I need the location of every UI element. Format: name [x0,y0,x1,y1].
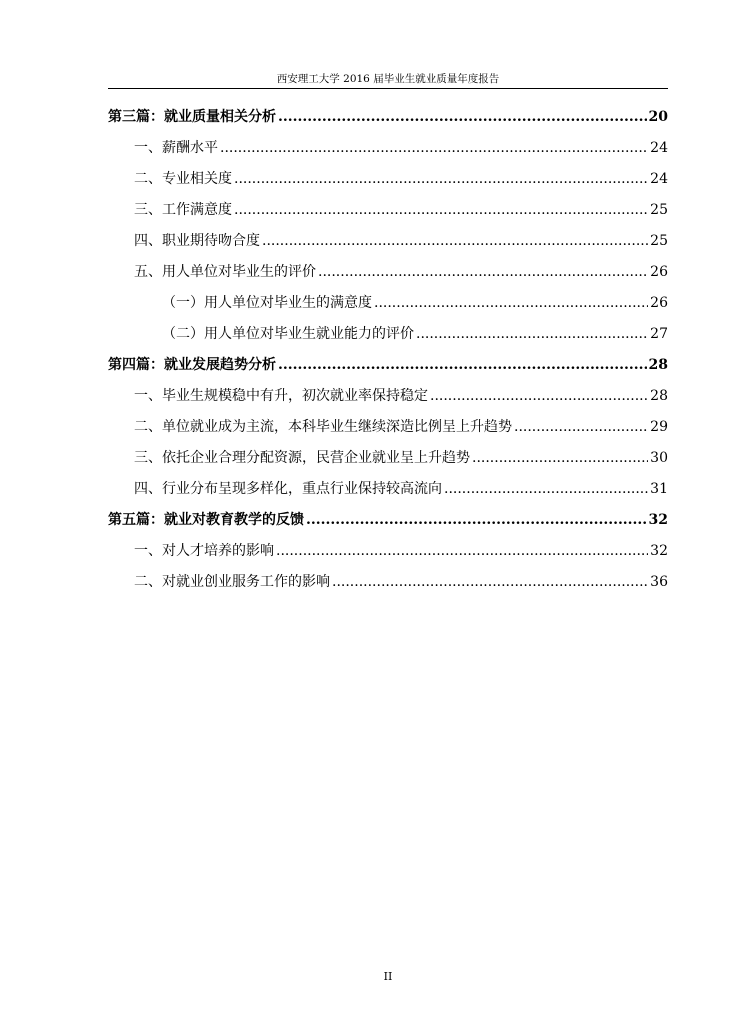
toc-leader-dots [262,226,648,257]
toc-entry-label: 二、对就业创业服务工作的影响 [134,574,330,590]
toc-entry-page: 25 [650,202,668,218]
toc-entry[interactable] [108,164,668,195]
toc-leader-dots [234,195,648,226]
toc-entry-page: 28 [648,357,668,373]
toc-entry-page: 24 [650,140,668,156]
toc-leader-dots [332,567,648,598]
toc-entry-label: 五、用人单位对毕业生的评价 [134,264,316,280]
toc-entry[interactable] [108,412,668,443]
toc-entry-label: 第三篇：就业质量相关分析 [108,109,276,125]
toc-leader-dots [220,133,648,164]
toc-entry-part-4[interactable] [108,350,668,381]
toc-entry-label: 一、薪酬水平 [134,140,218,156]
toc-entry[interactable] [108,226,668,257]
toc-entry[interactable] [108,257,668,288]
toc-entry-label: 二、单位就业成为主流，本科毕业生继续深造比例呈上升趋势 [134,419,512,435]
toc-entry[interactable] [108,288,668,319]
header-divider [108,88,668,89]
toc-entry-page: 20 [648,109,668,125]
toc-leader-dots [278,350,647,381]
table-of-contents [108,102,668,598]
toc-entry[interactable] [108,567,668,598]
toc-entry-label: 第四篇：就业发展趋势分析 [108,357,276,373]
toc-entry-label: （一）用人单位对毕业生的满意度 [162,295,372,311]
toc-leader-dots [472,443,648,474]
toc-entry-label: （二）用人单位对毕业生就业能力的评价 [162,326,414,342]
toc-leader-dots [374,288,648,319]
toc-entry-page: 32 [650,543,668,559]
toc-entry-page: 32 [648,512,668,528]
toc-entry-label: 二、专业相关度 [134,171,232,187]
toc-entry-label: 一、对人才培养的影响 [134,543,274,559]
toc-entry-label: 一、毕业生规模稳中有升，初次就业率保持稳定 [134,388,428,404]
toc-entry[interactable] [108,443,668,474]
toc-entry-label: 第五篇：就业对教育教学的反馈 [108,512,304,528]
toc-leader-dots [276,536,648,567]
page-header: 西安理工大学 2016 届毕业生就业质量年度报告 [276,73,500,85]
toc-entry[interactable] [108,133,668,164]
toc-leader-dots [318,257,648,288]
toc-entry-page: 28 [650,388,668,404]
toc-entry[interactable] [108,474,668,505]
toc-entry-part-5[interactable] [108,505,668,536]
toc-entry-page: 26 [650,295,668,311]
toc-entry-label: 四、职业期待吻合度 [134,233,260,249]
toc-entry-label: 三、工作满意度 [134,202,232,218]
toc-entry-page: 24 [650,171,668,187]
toc-entry-page: 26 [650,264,668,280]
toc-leader-dots [416,319,648,350]
page-number: II [383,970,393,983]
toc-entry-label: 三、依托企业合理分配资源，民营企业就业呈上升趋势 [134,450,470,466]
toc-entry-part-3[interactable] [108,102,668,133]
toc-entry[interactable] [108,195,668,226]
toc-leader-dots [278,102,647,133]
toc-entry[interactable] [108,381,668,412]
toc-entry-page: 25 [650,233,668,249]
toc-entry-page: 30 [650,450,668,466]
toc-leader-dots [514,412,648,443]
toc-entry-page: 27 [650,326,668,342]
toc-leader-dots [430,381,648,412]
toc-entry-page: 31 [650,481,668,497]
toc-entry-label: 四、行业分布呈现多样化，重点行业保持较高流向 [134,481,442,497]
toc-entry[interactable] [108,319,668,350]
toc-leader-dots [306,505,647,536]
toc-leader-dots [234,164,648,195]
toc-entry-page: 36 [650,574,668,590]
toc-entry-page: 29 [650,419,668,435]
toc-entry[interactable] [108,536,668,567]
toc-leader-dots [444,474,648,505]
